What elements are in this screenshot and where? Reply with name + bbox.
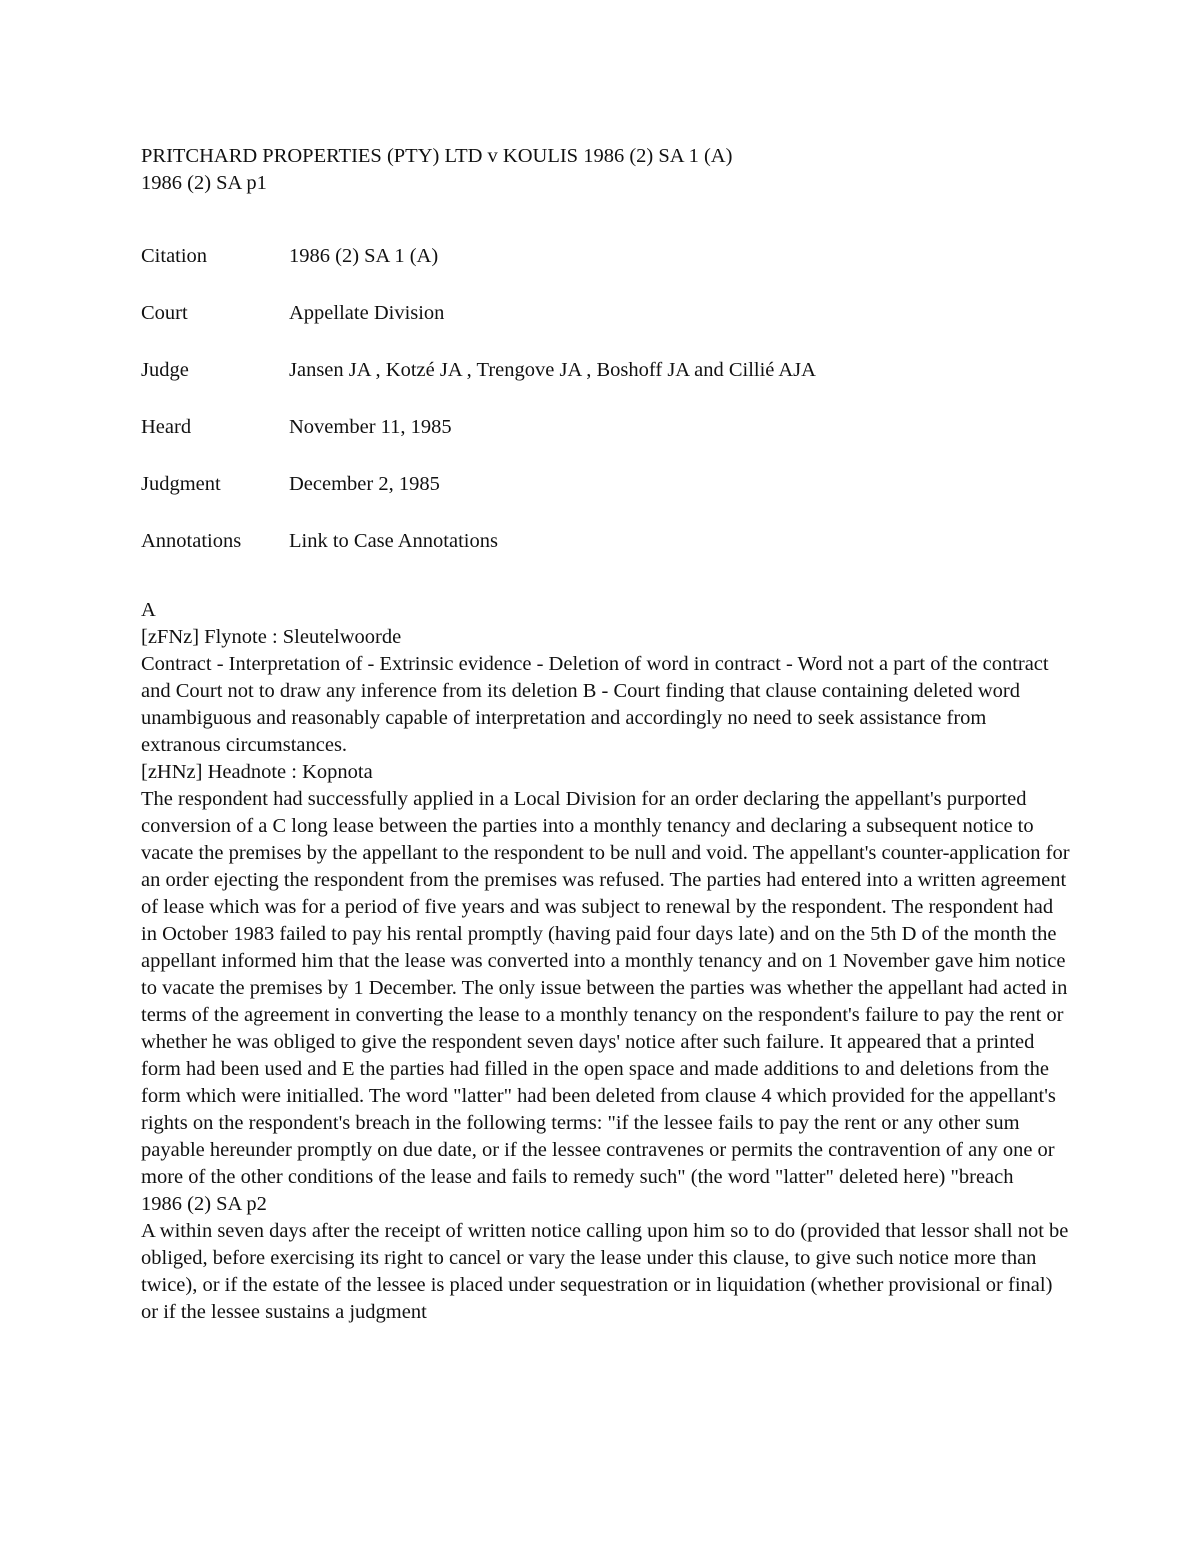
meta-value: Appellate Division — [289, 302, 445, 324]
document-page — [141, 143, 1071, 1326]
headnote-text: The respondent had successfully applied in a Local Division for an order declaring the appellant's purported conversion of a C long lease between the parties into a monthly tenancy and declaring a subsequent notice to vacate the premises by the appellant to the respondent to be null and void. The appellant's counter-application for an order ejecting the respondent from the premises was refused. The parties had entered into a written agreement of lease which was for a period of five years and was subject to renewal by the respondent. The respondent had in October 1983 failed to pay his rental promptly (having paid four days late) and on the 5th D of the month the appellant informed him that the lease was converted into a monthly tenancy and on 1 November gave him notice to vacate the premises by 1 December. The only issue between the parties was whether the appellant had acted in terms of the agreement in converting the lease to a monthly tenancy on the respondent's failure to pay the rent or whether he was obliged to give the respondent seven days' notice after such failure. It appeared that a printed form had been used and E the parties had filled in the open space and made additions to and deletions from the form which were initialled. The word "latter" had been deleted from clause 4 which provided for the appellant's rights on the respondent's breach in the following terms: "if the lessee fails to pay the rent or any other sum payable hereunder promptly on due date, or if the lessee contravenes or permits the contravention of any one or more of the other conditions of the lease and fails to remedy such" (the word "latter" deleted here) "breach — [141, 788, 1070, 1188]
flynote-text: Contract - Interpretation of - Extrinsic evidence - Deletion of word in contract - Word not a part of the contract and Court not to draw any inference from its deletion B - Court finding that clause containing deleted word unambiguous and reasonably capable of interpretation and accordingly no need to seek assistance from extranous circumstances. — [141, 653, 1049, 756]
case-title: PRITCHARD PROPERTIES (PTY) LTD v KOULIS 1986 (2) SA 1 (A) — [141, 145, 733, 167]
meta-value: Jansen JA , Kotzé JA , Trengove JA , Boshoff JA and Cillié AJA — [289, 359, 816, 381]
meta-value — [289, 528, 1071, 585]
meta-row-court — [141, 300, 1071, 357]
page-reference-2: 1986 (2) SA p2 — [141, 1193, 267, 1215]
meta-row-citation — [141, 243, 1071, 300]
flynote-heading: [zFNz] Flynote : Sleutelwoorde — [141, 626, 402, 648]
meta-label: Annotations — [141, 530, 242, 552]
meta-label: Citation — [141, 245, 208, 267]
continuation-text: A within seven days after the receipt of written notice calling upon him so to do (provided that lessor shall not be obliged, before exercising its right to cancel or vary the lease under this clause, to give such notice more than twice), or if the estate of the lessee is placed under sequestration or in liquidation (whether provisional or final) or if the lessee sustains a judgment — [141, 1220, 1069, 1323]
meta-row-heard — [141, 414, 1071, 471]
meta-label: Court — [141, 302, 188, 324]
meta-value: 1986 (2) SA 1 (A) — [289, 245, 439, 267]
meta-label: Judge — [141, 359, 189, 381]
headnote-heading: [zHNz] Headnote : Kopnota — [141, 761, 373, 783]
meta-row-judgment — [141, 471, 1071, 528]
meta-value: December 2, 1985 — [289, 473, 440, 495]
page-reference: 1986 (2) SA p1 — [141, 172, 267, 194]
meta-value: November 11, 1985 — [289, 416, 452, 438]
meta-label: Heard — [141, 416, 192, 438]
meta-row-annotations — [141, 528, 1071, 585]
document-body — [141, 597, 1071, 1326]
margin-marker: A — [141, 599, 156, 621]
case-annotations-link[interactable]: Link to Case Annotations — [289, 530, 498, 552]
meta-label: Judgment — [141, 473, 221, 495]
meta-row-judge — [141, 357, 1071, 414]
case-metadata — [141, 243, 1071, 585]
